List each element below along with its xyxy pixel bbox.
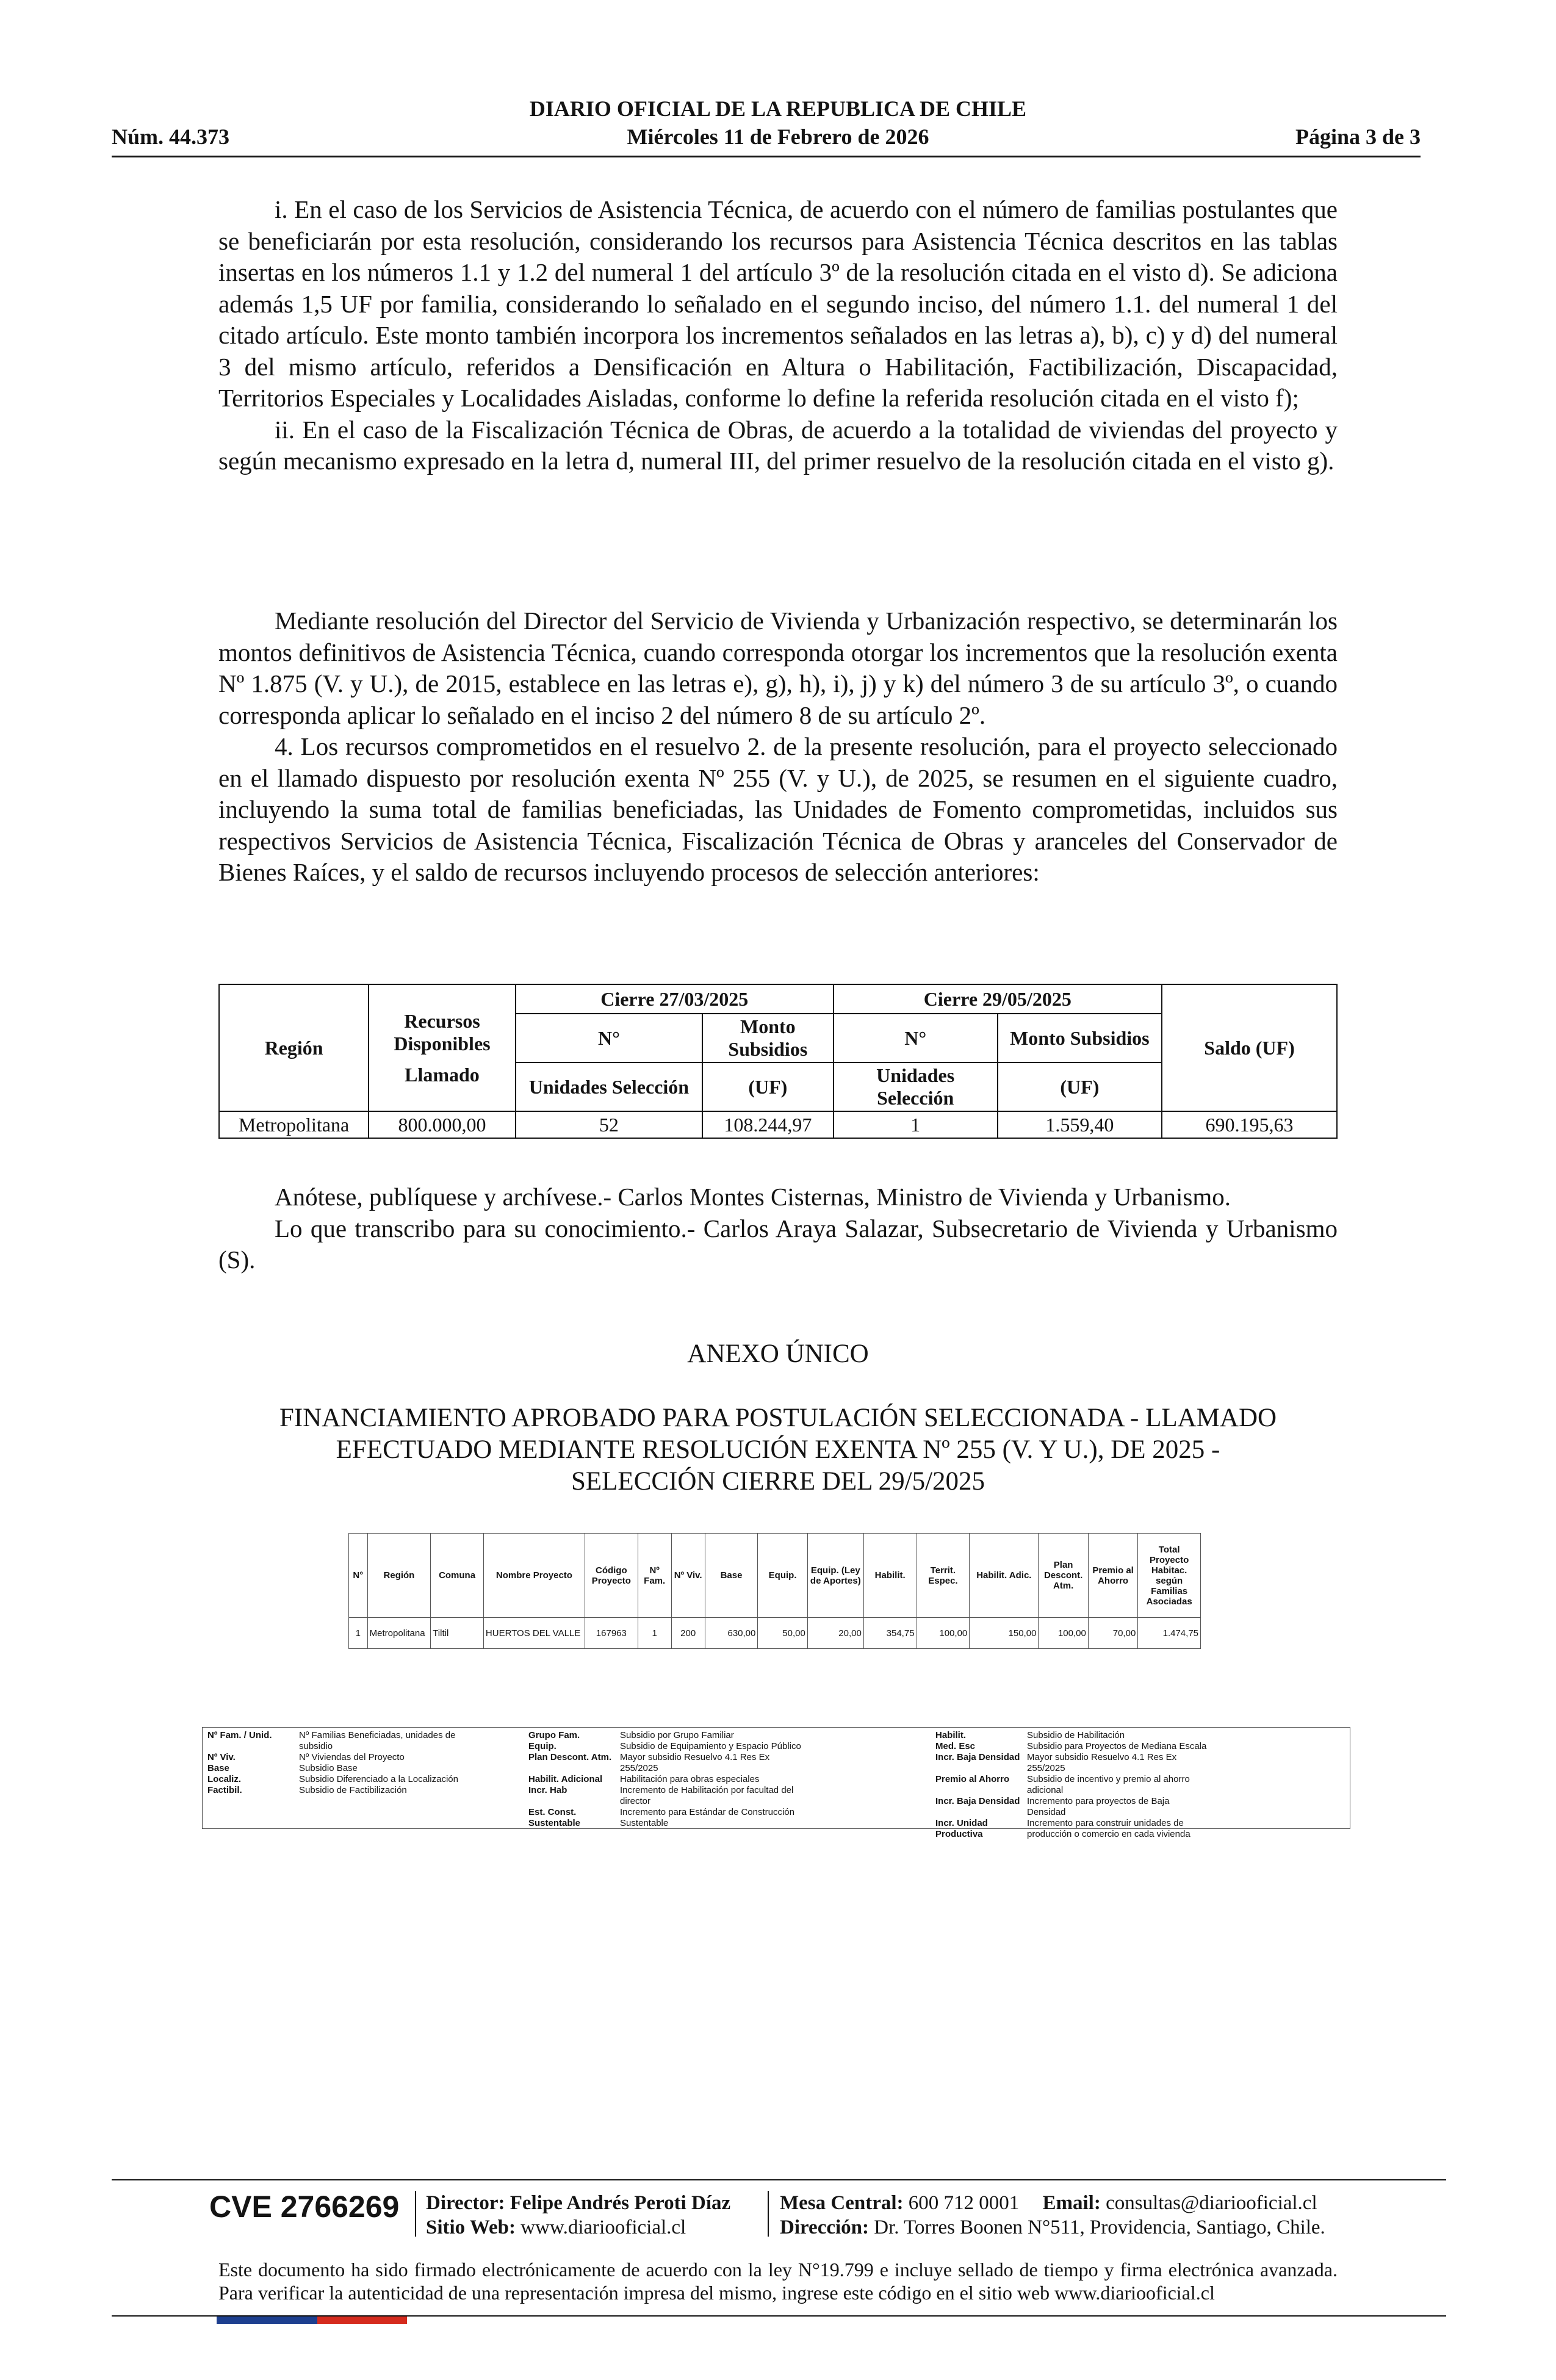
annex-th: Habilit. <box>863 1534 917 1618</box>
publication-title: DIARIO OFICIAL DE LA REPUBLICA DE CHILE <box>529 96 1027 121</box>
cve-code: CVE 2766269 <box>209 2190 400 2224</box>
legend-key: Habilit. Adicional <box>528 1774 603 1784</box>
paragraph-i: i. En el caso de los Servicios de Asistencia Técnica, de acuerdo con el número de familias postulantes que se beneficiarán por esta resolución, considerando los recursos para Asistencia Técnica descritos en las tablas insertas en los números 1.1 y 1.2 del numeral 1 del artículo 3º de la resolución citada en el visto d). Se adiciona además 1,5 UF por familia, considerando lo señalado en el segundo inciso, del número 1.1. del numeral 1 del citado artículo. Este monto también incorpora los incrementos señalados en las letras a), b), c) y d) del numeral 3 del mismo artículo, referidos a Densificación en Altura o Habilitación, Factibilización, Discapacidad, Territorios Especiales y Localidades Aisladas, conforme lo define la referida resolución citada en el visto f); <box>218 195 1338 412</box>
annex-subtitle-line-1: FINANCIAMIENTO APROBADO PARA POSTULACIÓN SELECCIONADA - LLAMADO <box>279 1404 1277 1432</box>
legend-key: Incr. Baja Densidad <box>935 1752 1020 1762</box>
annex-th: Nombre Proyecto <box>483 1534 585 1618</box>
th-uf-2: (UF) <box>998 1062 1162 1111</box>
annex-th: Plan Descont. Atm. <box>1039 1534 1088 1618</box>
legend-key: Localiz. <box>207 1774 242 1784</box>
legend-key: Incr. Hab <box>528 1785 567 1795</box>
resources-table <box>218 984 1338 1139</box>
legend-value: Subsidio por Grupo Familiar <box>620 1730 734 1740</box>
annex-cell: 167963 <box>585 1618 638 1649</box>
annex-th: Código Proyecto <box>585 1534 638 1618</box>
th-monto-1: Monto Subsidios <box>702 1014 834 1062</box>
legend-key: Incr. Baja Densidad <box>935 1796 1020 1806</box>
legend-item <box>935 1796 1210 1818</box>
legend-item <box>528 1807 803 1829</box>
legend-item <box>528 1774 803 1785</box>
legend-value: Subsidio para Proyectos de Mediana Escala <box>1027 1741 1207 1751</box>
annex-cell: 1 <box>349 1618 368 1649</box>
footer-divider <box>768 2191 769 2237</box>
legend-key: Incr. Unidad Productiva <box>935 1818 988 1839</box>
annex-th: Equip. (Ley de Aportes) <box>807 1534 863 1618</box>
footer-legal-note: Este documento ha sido firmado electrónicamente de acuerdo con la ley N°19.799 e incluye sellado de tiempo y firma electrónica avanzada. Para verificar la autenticidad de una representación impresa del mismo, ingrese este código en el sitio web www.diariooficial.cl <box>218 2259 1338 2304</box>
th-monto-2: Monto Subsidios <box>998 1014 1162 1062</box>
mesa-phone: 600 712 0001 <box>908 2192 1020 2214</box>
th-cierre-2: Cierre 29/05/2025 <box>834 984 1162 1014</box>
annex-title: ANEXO ÚNICO <box>687 1340 869 1368</box>
legend-item <box>528 1730 803 1741</box>
director-name: Felipe Andrés Peroti Díaz <box>510 2192 731 2214</box>
legend-value: Subsidio de Factibilización <box>299 1785 407 1795</box>
website-link[interactable]: www.diariooficial.cl <box>520 2216 686 2238</box>
annex-cell: 1.474,75 <box>1138 1618 1201 1649</box>
legend-value: Incremento de Habilitación por facultad del director <box>620 1785 794 1806</box>
annex-cell: HUERTOS DEL VALLE <box>483 1618 585 1649</box>
paragraph-anotese: Anótese, publíquese y archívese.- Carlos Montes Cisternas, Ministro de Vivienda y Urbanismo. <box>275 1183 1231 1211</box>
legend-value: Subsidio Base <box>299 1763 358 1773</box>
legend-key: Plan Descont. Atm. <box>528 1752 612 1762</box>
legend-item <box>935 1741 1210 1752</box>
legend-item <box>528 1785 803 1807</box>
legend-item <box>207 1730 482 1752</box>
footer-director <box>426 2192 730 2215</box>
legend-key: Equip. <box>528 1741 556 1751</box>
email-label: Email: <box>1042 2192 1101 2214</box>
th-n-2: N° <box>834 1014 998 1062</box>
annex-cell: 50,00 <box>758 1618 807 1649</box>
th-recursos <box>369 984 516 1111</box>
legend-value: Incremento para proyectos de Baja Densidad <box>1027 1796 1170 1817</box>
paragraph-transcribo: Lo que transcribo para su conocimiento.- Carlos Araya Salazar, Subsecretario de Vivienda y Urbanismo (S). <box>218 1214 1338 1274</box>
annex-th: Equip. <box>758 1534 807 1618</box>
annex-th: Territ. Espec. <box>917 1534 970 1618</box>
legend-key: Premio al Ahorro <box>935 1774 1010 1784</box>
annex-subtitle-line-3: SELECCIÓN CIERRE DEL 29/5/2025 <box>571 1467 985 1496</box>
annex-cell: 200 <box>671 1618 705 1649</box>
cell-saldo: 690.195,63 <box>1162 1111 1337 1138</box>
annex-th: Habilit. Adic. <box>970 1534 1039 1618</box>
th-unidades-2: Unidades Selección <box>834 1062 998 1111</box>
legend-key: Nº Fam. / Unid. <box>207 1730 272 1740</box>
legend-item <box>935 1752 1210 1774</box>
annex-table <box>348 1533 1201 1649</box>
table-row <box>349 1618 1201 1649</box>
legend-item <box>207 1763 482 1774</box>
legend-column-1 <box>207 1730 482 1796</box>
annex-th: N° <box>349 1534 368 1618</box>
abbreviations-legend <box>202 1727 1350 1839</box>
legend-column-3 <box>935 1730 1210 1840</box>
legend-key: Grupo Fam. <box>528 1730 580 1740</box>
body-block-3 <box>218 1181 1338 1276</box>
cell-region: Metropolitana <box>219 1111 369 1138</box>
annex-th: Base <box>705 1534 758 1618</box>
page-indicator: Página 3 de 3 <box>1295 124 1421 149</box>
annex-cell: 70,00 <box>1088 1618 1137 1649</box>
issue-number: Núm. 44.373 <box>112 124 230 149</box>
legend-item <box>935 1774 1210 1796</box>
legend-value: Nº Viviendas del Proyecto <box>299 1752 405 1762</box>
annex-th: Nº Fam. <box>638 1534 671 1618</box>
legend-item <box>935 1730 1210 1741</box>
cell-monto-1: 108.244,97 <box>702 1111 834 1138</box>
annex-th: Premio al Ahorro <box>1088 1534 1137 1618</box>
email-link[interactable]: consultas@diariooficial.cl <box>1106 2192 1317 2214</box>
cell-recursos: 800.000,00 <box>369 1111 516 1138</box>
annex-th: Comuna <box>431 1534 484 1618</box>
legend-value: Subsidio Diferenciado a la Localización <box>299 1774 458 1784</box>
annex-th: Total Proyecto Habitac. según Familias Asociadas <box>1138 1534 1201 1618</box>
annex-cell: Metropolitana <box>367 1618 431 1649</box>
annex-subtitle-line-2: EFECTUADO MEDIANTE RESOLUCIÓN EXENTA Nº 255 (V. Y U.), DE 2025 - <box>336 1435 1220 1464</box>
cell-monto-2: 1.559,40 <box>998 1111 1162 1138</box>
th-saldo: Saldo (UF) <box>1162 984 1337 1111</box>
legend-item <box>207 1774 482 1785</box>
legend-value: Subsidio de Habilitación <box>1027 1730 1125 1740</box>
legend-value: Subsidio de incentivo y premio al ahorro adicional <box>1027 1774 1190 1795</box>
legend-key: Base <box>207 1763 229 1773</box>
legend-value: Habilitación para obras especiales <box>620 1774 760 1784</box>
legend-item <box>207 1752 482 1763</box>
th-recursos-label: Recursos Disponibles <box>394 1009 491 1055</box>
legend-value: Nº Familias Beneficiadas, unidades de subsidio <box>299 1730 456 1751</box>
annex-cell: 150,00 <box>970 1618 1039 1649</box>
annex-cell: Tiltil <box>431 1618 484 1649</box>
legend-key: Habilit. <box>935 1730 967 1740</box>
address-label: Dirección: <box>780 2216 870 2238</box>
legend-key: Factibil. <box>207 1785 242 1795</box>
annex-cell: 630,00 <box>705 1618 758 1649</box>
director-label: Director: <box>426 2192 505 2214</box>
annex-cell: 100,00 <box>1039 1618 1088 1649</box>
paragraph-4: 4. Los recursos comprometidos en el resuelvo 2. de la presente resolución, para el proyecto seleccionado en el llamado dispuesto por resolución exenta Nº 255 (V. y U.), de 2025, se resumen en el siguiente cuadro, incluyendo la suma total de familias beneficiadas, las Unidades de Fomento comprometidas, incluidos sus respectivos Servicios de Asistencia Técnica, Fiscalización Técnica de Obras y aranceles del Conservador de Bienes Raíces, y el saldo de recursos incluyendo procesos de selección anteriores: <box>218 732 1338 886</box>
address-value: Dr. Torres Boonen N°511, Providencia, Santiago, Chile. <box>874 2216 1325 2238</box>
legend-item <box>935 1818 1210 1840</box>
th-unidades-1: Unidades Selección <box>516 1062 702 1111</box>
cell-n-2: 1 <box>834 1111 998 1138</box>
annex-header-row <box>349 1534 1201 1618</box>
legend-key: Est. Const. Sustentable <box>528 1807 581 1828</box>
annex-th: Región <box>367 1534 431 1618</box>
website-label: Sitio Web: <box>426 2216 516 2238</box>
footer-website <box>426 2216 686 2239</box>
legend-value: Mayor subsidio Resuelvo 4.1 Res Ex 255/2025 <box>620 1752 770 1773</box>
th-cierre-1: Cierre 27/03/2025 <box>516 984 834 1014</box>
th-uf-1: (UF) <box>702 1062 834 1111</box>
annex-subtitle <box>0 1402 1556 1498</box>
annex-th: Nº Viv. <box>671 1534 705 1618</box>
footer-rule-top <box>112 2179 1446 2180</box>
flag-stripe-blue <box>217 2317 317 2324</box>
annex-cell: 1 <box>638 1618 671 1649</box>
legend-value: Incremento para construir unidades de producción o comercio en cada vivienda <box>1027 1818 1190 1839</box>
table-row <box>219 1111 1337 1138</box>
header-rule <box>112 156 1421 157</box>
mesa-label: Mesa Central: <box>780 2192 904 2214</box>
issue-date: Miércoles 11 de Febrero de 2026 <box>627 124 929 149</box>
body-block-1 <box>218 194 1338 477</box>
footer-address <box>780 2216 1325 2239</box>
cell-n-1: 52 <box>516 1111 702 1138</box>
paragraph-ii: ii. En el caso de la Fiscalización Técnica de Obras, de acuerdo a la totalidad de viviendas del proyecto y según mecanismo expresado en la letra d, numeral III, del primer resuelvo de la resolución citada en el visto g). <box>218 415 1338 475</box>
legend-key: Med. Esc <box>935 1741 976 1751</box>
body-block-2 <box>218 605 1338 889</box>
legend-value: Subsidio de Equipamiento y Espacio Público <box>620 1741 801 1751</box>
annex-cell: 354,75 <box>863 1618 917 1649</box>
annex-cell: 100,00 <box>917 1618 970 1649</box>
flag-stripe-red <box>317 2317 407 2324</box>
legend-item <box>207 1785 482 1796</box>
th-region: Región <box>219 984 369 1111</box>
legend-item <box>528 1741 803 1752</box>
legend-key: Nº Viv. <box>207 1752 236 1762</box>
legend-column-2 <box>528 1730 803 1829</box>
footer-contact <box>780 2192 1317 2215</box>
annex-cell: 20,00 <box>807 1618 863 1649</box>
footer-divider <box>415 2191 416 2237</box>
legend-value: Incremento para Estándar de Construcción Sustentable <box>620 1807 794 1828</box>
paragraph-mediante: Mediante resolución del Director del Servicio de Vivienda y Urbanización respectivo, se determinarán los montos definitivos de Asistencia Técnica, cuando corresponda otorgar los incrementos que la resolución exenta Nº 1.875 (V. y U.), de 2015, establece en las letras e), g), h), i), j) y k) del número 3 de su artículo 3º, o cuando corresponda aplicar lo señalado en el inciso 2 del número 8 de su artículo 2º. <box>218 607 1338 729</box>
legend-item <box>528 1752 803 1774</box>
th-n-1: N° <box>516 1014 702 1062</box>
legend-value: Mayor subsidio Resuelvo 4.1 Res Ex 255/2025 <box>1027 1752 1177 1773</box>
th-llamado: Llamado <box>405 1063 480 1086</box>
